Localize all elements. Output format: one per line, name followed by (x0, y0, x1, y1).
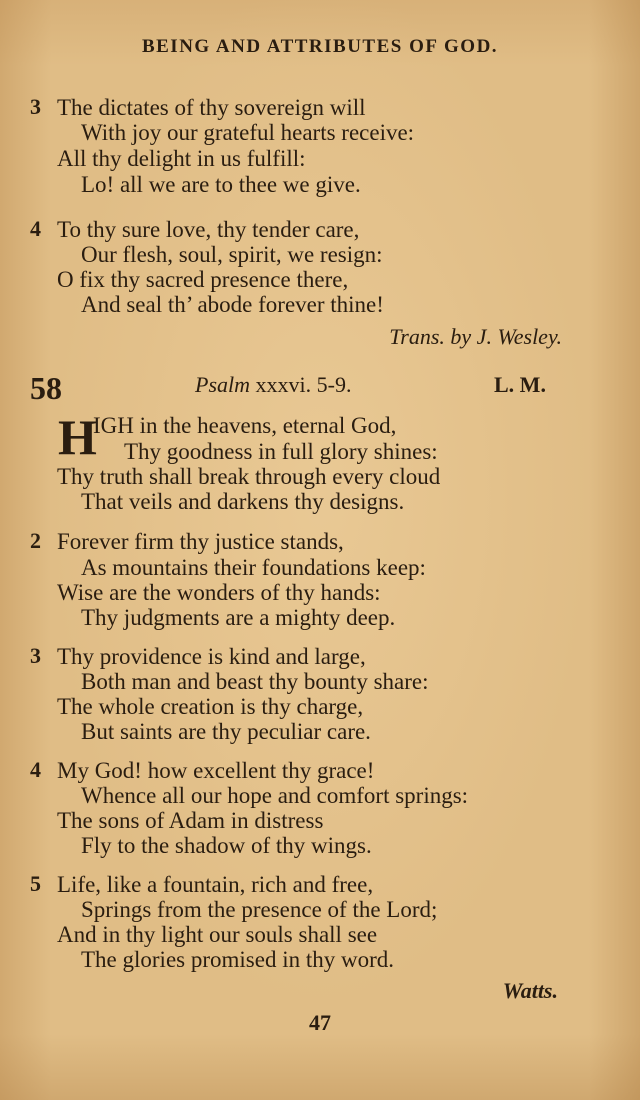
verse-line: But saints are thy peculiar care. (81, 719, 371, 744)
hymn-number: 58 (30, 370, 62, 406)
verse-line: Thy providence is kind and large, (57, 644, 366, 669)
verse-line: Both man and beast thy bounty share: (81, 669, 429, 694)
verse-line: And in thy light our souls shall see (57, 922, 378, 947)
drop-cap: H (58, 409, 97, 465)
verse-line: Wise are the wonders of thy hands: (57, 580, 381, 605)
stanza-number: 4 (30, 216, 41, 241)
verse-line: Forever firm thy justice stands, (57, 529, 344, 554)
verse-line: As mountains their foundations keep: (81, 555, 426, 580)
verse-line: Thy judgments are a mighty deep. (81, 605, 396, 630)
verse-line: O fix thy sacred presence there, (57, 267, 349, 292)
verse-line: IGH in the heavens, eternal God, (93, 413, 397, 438)
stanza-number: 5 (30, 871, 41, 896)
verse-line: The dictates of thy sovereign will (57, 95, 366, 120)
psalm-reference (195, 374, 351, 396)
verse-line: To thy sure love, thy tender care, (57, 217, 360, 242)
verse-line: Whence all our hope and comfort springs: (81, 783, 469, 808)
psalm-citation: xxxvi. 5-9. (255, 372, 352, 397)
stanza-number: 3 (30, 643, 41, 668)
verse-line: Our flesh, soul, spirit, we resign: (81, 242, 383, 267)
verse-line: My God! how excellent thy grace! (57, 758, 375, 783)
stanza-number: 3 (30, 94, 41, 119)
verse-line: Life, like a fountain, rich and free, (57, 872, 374, 897)
verse-line: Lo! all we are to thee we give. (81, 172, 361, 197)
verse-line: Fly to the shadow of thy wings. (81, 833, 372, 858)
verse-line: The glories promised in thy word. (81, 947, 395, 972)
hymn-attribution: Trans. by J. Wesley. (389, 324, 562, 349)
running-head: BEING AND ATTRIBUTES OF GOD. (141, 36, 499, 57)
hymn-attribution: Watts. (502, 978, 558, 1003)
verse-line: And seal th’ abode forever thine! (81, 292, 384, 317)
verse-line: Thy truth shall break through every cloud (57, 464, 441, 489)
verse-line: Springs from the presence of the Lord; (81, 897, 438, 922)
page-number: 47 (309, 1010, 331, 1035)
verse-line: The whole creation is thy charge, (57, 694, 364, 719)
verse-line: That veils and darkens thy designs. (81, 489, 405, 514)
stanza-number: 2 (30, 528, 41, 553)
meter-label: L. M. (494, 372, 546, 397)
stanza-number: 4 (30, 757, 41, 782)
verse-line: The sons of Adam in distress (57, 808, 324, 833)
verse-line: All thy delight in us fulfill: (57, 146, 306, 171)
psalm-word: Psalm (195, 372, 250, 397)
verse-line: Thy goodness in full glory shines: (124, 439, 438, 464)
verse-line: With joy our grateful hearts receive: (81, 120, 415, 145)
